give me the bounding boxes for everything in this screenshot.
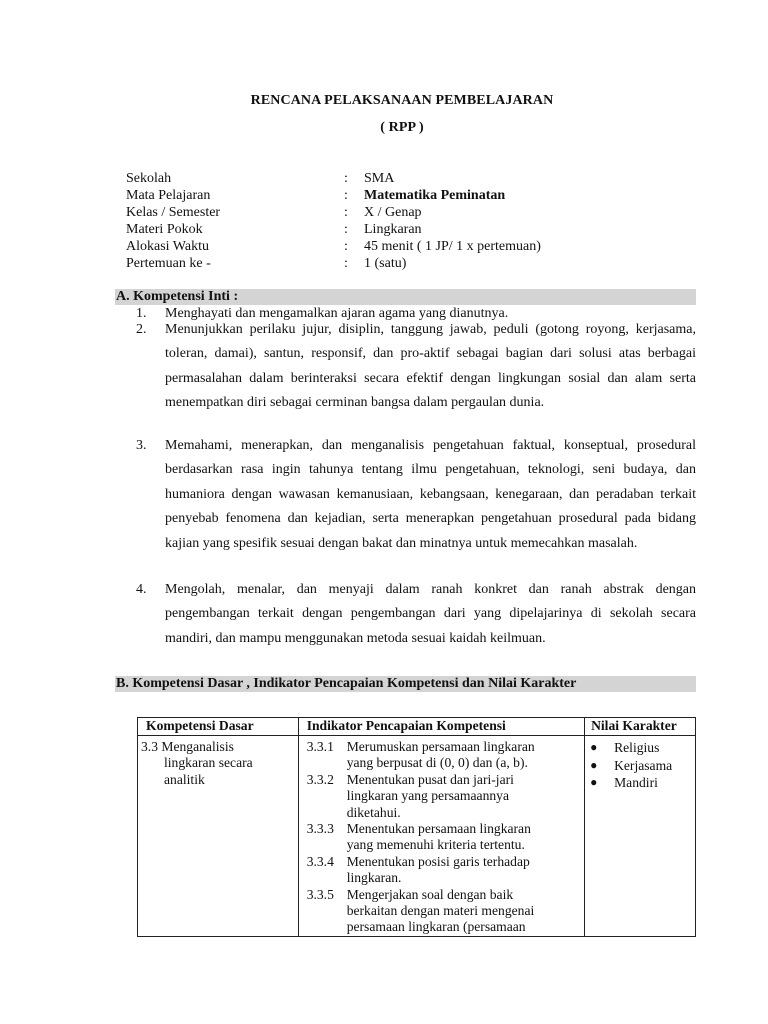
list-item bbox=[585, 774, 695, 792]
info-colon: : bbox=[344, 205, 348, 220]
list-item bbox=[136, 578, 696, 651]
info-row bbox=[126, 221, 686, 238]
section-a-heading: A. Kompetensi Inti : bbox=[115, 289, 696, 305]
info-row bbox=[126, 204, 686, 221]
list-item bbox=[136, 318, 696, 416]
header-nilai-karakter: Nilai Karakter bbox=[585, 718, 696, 736]
info-value: SMA bbox=[364, 171, 395, 186]
bullet-dot-icon: ● bbox=[590, 775, 598, 789]
table-header-row bbox=[138, 718, 696, 736]
list-number: 3. bbox=[136, 438, 147, 453]
list-text: Menunjukkan perilaku jujur, disiplin, tanggung jawab, peduli (gotong royong, kerjasama, toleran, damai), santun, responsif, dan pro-aktif sebagai bagian dari solusi atas berbagai permasalahan dalam berinteraksi secara efektif dengan lingkungan sosial dan alam serta menempatkan diri sebagai cerminan bangsa dalam pergaulan dunia. bbox=[165, 322, 696, 411]
ipk-line: persamaan lingkaran (persamaan bbox=[346, 919, 526, 935]
ipk-line: lingkaran yang persamaannya bbox=[346, 788, 509, 804]
ipk-line: Menentukan persamaan lingkaran bbox=[346, 821, 531, 837]
info-colon: : bbox=[344, 171, 348, 186]
nilai-label: Mandiri bbox=[614, 775, 658, 790]
info-label: Alokasi Waktu bbox=[126, 239, 209, 254]
kd-line: lingkaran secara bbox=[164, 755, 253, 771]
nilai-label: Religius bbox=[614, 740, 660, 755]
ipk-line: Mengerjakan soal dengan baik bbox=[346, 886, 514, 902]
ipk-line: lingkaran. bbox=[346, 870, 402, 886]
section-b-heading: B. Kompetensi Dasar , Indikator Pencapaian Kompetensi dan Nilai Karakter bbox=[115, 676, 696, 692]
info-value: Matematika Peminatan bbox=[364, 188, 506, 203]
list-item bbox=[585, 739, 695, 757]
ipk-line: berkaitan dengan materi mengenai bbox=[346, 903, 535, 919]
ipk-number: 3.3.2 bbox=[306, 771, 334, 787]
document-subtitle: ( RPP ) bbox=[380, 120, 424, 135]
info-colon: : bbox=[344, 239, 348, 254]
header-kompetensi-dasar: Kompetensi Dasar bbox=[138, 718, 299, 736]
kompetensi-table bbox=[137, 717, 696, 937]
info-row bbox=[126, 170, 686, 187]
header-indikator: Indikator Pencapaian Kompetensi bbox=[298, 718, 584, 736]
info-row bbox=[126, 255, 686, 272]
ipk-line: yang berpusat di (0, 0) dan (a, b). bbox=[346, 755, 528, 771]
list-item bbox=[585, 757, 695, 775]
ipk-item bbox=[299, 887, 584, 936]
info-colon: : bbox=[344, 256, 348, 271]
kompetensi-inti-list bbox=[136, 318, 696, 416]
ipk-line: Merumuskan persamaan lingkaran bbox=[346, 739, 535, 754]
ipk-item bbox=[299, 739, 584, 772]
ipk-line: Menentukan pusat dan jari-jari bbox=[346, 771, 514, 787]
kd-line: 3.3 Menganalisis bbox=[141, 739, 234, 754]
info-value: Lingkaran bbox=[364, 222, 422, 237]
ipk-line: yang memenuhi kriteria tertentu. bbox=[346, 837, 525, 853]
list-item bbox=[136, 434, 696, 556]
list-text: Mengolah, menalar, dan menyaji dalam ranah konkret dan ranah abstrak dengan pengembangan terkait dengan pengembangan dari yang dipelajarinya di sekolah secara mandiri, dan mampu menggunakan metoda sesuai kaidah keilmuan. bbox=[165, 582, 696, 646]
info-value: 45 menit ( 1 JP/ 1 x pertemuan) bbox=[364, 239, 541, 254]
list-text: Menghayati dan mengamalkan ajaran agama yang dianutnya. bbox=[165, 306, 509, 321]
info-value: 1 (satu) bbox=[364, 256, 407, 271]
ipk-number: 3.3.4 bbox=[306, 853, 334, 869]
nilai-label: Kerjasama bbox=[614, 757, 673, 773]
info-colon: : bbox=[344, 222, 348, 237]
bullet-dot-icon: ● bbox=[590, 740, 598, 754]
info-value: X / Genap bbox=[364, 205, 422, 220]
list-number: 1. bbox=[136, 306, 147, 321]
info-label: Pertemuan ke - bbox=[126, 256, 211, 271]
list-number: 2. bbox=[136, 322, 147, 337]
kd-cell bbox=[138, 736, 299, 937]
info-row bbox=[126, 187, 686, 204]
ipk-number: 3.3.1 bbox=[306, 739, 334, 754]
list-number: 4. bbox=[136, 582, 147, 597]
ipk-item bbox=[299, 821, 584, 854]
ipk-item bbox=[299, 854, 584, 887]
ipk-line: Menentukan posisi garis terhadap bbox=[346, 853, 530, 869]
info-label: Mata Pelajaran bbox=[126, 188, 211, 203]
info-label: Sekolah bbox=[126, 171, 172, 186]
list-text: Memahami, menerapkan, dan menganalisis pengetahuan faktual, konseptual, prosedural berdasarkan rasa ingin tahunya tentang ilmu pengetahuan, teknologi, seni budaya, dan humaniora dengan wawasan kemanusiaan, kebangsaan, kenegaraan, dan peradaban terkait penyebab fenomena dan kejadian, serta menerapkan pengetahuan prosedural pada bidang kajian yang spesifik sesuai dengan bakat dan minatnya untuk memecahkan masalah. bbox=[165, 438, 696, 551]
ipk-cell bbox=[298, 736, 584, 937]
info-label: Kelas / Semester bbox=[126, 205, 221, 220]
bullet-dot-icon: ● bbox=[590, 757, 598, 772]
kd-line: analitik bbox=[164, 771, 205, 787]
info-row bbox=[126, 238, 686, 255]
info-label: Materi Pokok bbox=[126, 222, 203, 237]
info-colon: : bbox=[344, 188, 348, 203]
ipk-line: diketahui. bbox=[346, 804, 401, 820]
identity-block bbox=[126, 170, 686, 272]
ipk-number: 3.3.5 bbox=[306, 886, 334, 902]
document-title: RENCANA PELAKSANAAN PEMBELAJARAN bbox=[250, 93, 554, 108]
ipk-number: 3.3.3 bbox=[306, 821, 334, 837]
kompetensi-inti-list bbox=[136, 434, 696, 556]
nilai-cell bbox=[585, 736, 696, 937]
table-row bbox=[138, 736, 696, 937]
kompetensi-inti-list bbox=[136, 578, 696, 651]
ipk-item bbox=[299, 772, 584, 821]
